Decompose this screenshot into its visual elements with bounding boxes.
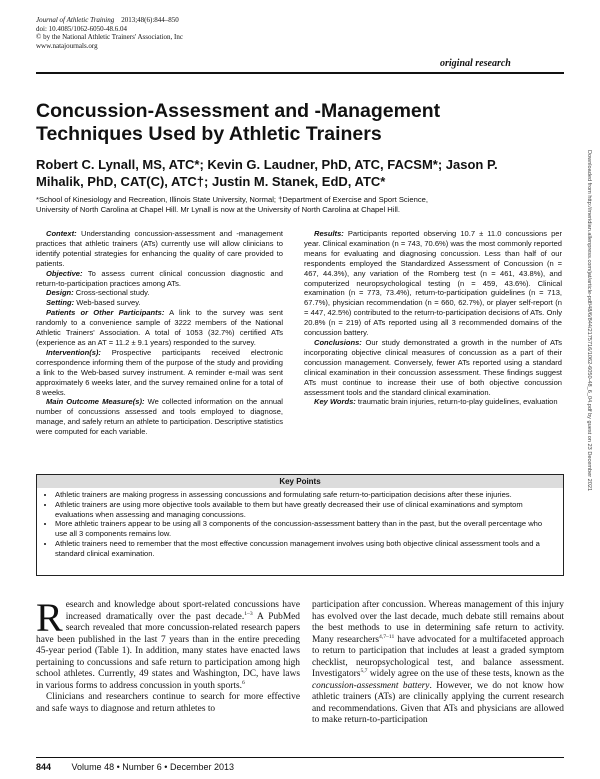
key-points-title: Key Points xyxy=(37,475,563,488)
section-label: original research xyxy=(440,58,511,69)
abstract-right-column xyxy=(304,229,562,407)
affiliations xyxy=(36,195,566,215)
authors-line-1: Robert C. Lynall, MS, ATC*; Kevin G. Laudner, PhD, ATC, FACSM*; Jason P. xyxy=(36,157,498,172)
abstract-interventions: Intervention(s): Prospective participants received electronic correspondence informing them of the purpose of the study and providing a link to the Web-based survey instrument. A reminder e-mail was sent approximately 6 weeks later, and the survey remained online for a total of 8 weeks. xyxy=(36,347,283,397)
key-point: • Athletic trainers are making progress in assessing concussions and formulating safe return-to-participation decisions after these injuries. xyxy=(55,490,555,500)
abstract-key-words: Key Words: traumatic brain injuries, return-to-play guidelines, evaluation xyxy=(314,397,558,407)
article-title xyxy=(36,100,556,146)
abstract-setting: Setting: Web-based survey. xyxy=(46,298,141,308)
journal-name: Journal of Athletic Training xyxy=(36,16,115,24)
page-number: 844 xyxy=(36,762,52,772)
citation-ref[interactable]: 1–3 xyxy=(244,610,253,617)
body-paragraph-2: Clinicians and researchers continue to search for more effective and safe ways to diagnose and return athletes to xyxy=(36,692,300,714)
abstract-objective: Objective: To assess current clinical concussion diagnostic and return-to-participation practices among ATs. xyxy=(36,268,283,288)
key-point: • More athletic trainers appear to be using all 3 components of the concussion-assessment battery than in the past, but the overall percentage who use all 3 components remains low. xyxy=(55,519,555,539)
body-right-column xyxy=(312,600,564,727)
key-points-box xyxy=(36,474,564,576)
body-paragraph-3: participation after concussion. Whereas management of this injury has evolved over the last decade, much debate still remains about the best methods to use in determining safe return to activity. Many researchers$^{4,7-11}$ have advocated for a multifaceted approach to return to participation that includes at least a graded symptom checklist, neuropsychological test, and balance assessment. Investigators$^{5,7}$ widely agree on the use of these tests, known as the concussion-assessment battery. However, we do not know how athletic trainers (ATs) are clinically applying the current research and recommendations. Given that ATs and physicians are allowed to make return-to-participation xyxy=(312,600,565,726)
abstract-results: Results: Participants reported observing 10.7 ± 11.0 concussions per year. Clinical examination (n = 743, 70.6%) was the most commonly reported means for evaluating and diagnosing concussion. Less than half of our respondents employed the Standardized Assessment of Concussion (n = 467, 44.3%), any variation of the Romberg test (n = 461, 43.8%), and computerized neuropsychological testing (n = 459, 43.6%). Clinical examination (n = 773, 73.4%), return-to-participation guidelines (n = 713, 67.7%), physician recommendation (n = 660, 62.7%), or player self-report (n = 447, 42.5%) contributed to the return-to-participation decisions of ATs. Only 20.8% (n = 219) of ATs reported using all 3 recommended domains of the concussion battery. xyxy=(304,229,562,338)
page-footer: 844 Volume 48 • Number 6 • December 2013 xyxy=(36,762,235,772)
download-note: Downloaded from http://meridian.allenpress.com/jat/article-pdf/48/6/844/2175716/1062-6050-48_6_04.pdf by guest on 23 December 2021 xyxy=(586,150,592,492)
body-paragraph-1: Research and knowledge about sport-related concussions have increased dramatically over the past decade.$^{1-3}$ A PubMed search revealed that more concussion-related research papers have been published in the last 7 years than in the entire preceding 45-year period (Table 1). In addition, many states have enacted laws pertaining to concussions and safe return to participation among high school athletes. Currently, 49 states and Washington, DC, have laws in various forms to address concussion in youth sports.$^6$ xyxy=(36,595,300,691)
citation-ref[interactable]: 5,7 xyxy=(360,668,368,675)
doi: doi: 10.4085/1062-6050-48.6.04 xyxy=(36,24,127,33)
body-left-column xyxy=(36,595,300,715)
journal-info xyxy=(36,16,376,50)
footer-volume: Volume 48 xyxy=(71,762,115,772)
abstract-outcome-measures: Main Outcome Measure(s): We collected information on the annual number of concussions assessed and tools employed to diagnose, manage, and safely return an athlete to participation. Descriptive statistics were computed for each variable. xyxy=(36,397,283,437)
footer-date: December 2013 xyxy=(169,762,235,772)
key-point: • Athletic trainers are using more objective tools available to them but have greatly decreased their use of clinical examinations and symptom evaluations when assessing and managing concussions. xyxy=(55,500,555,520)
title-line-1: Concussion-Assessment and -Management xyxy=(36,100,441,122)
citation-ref[interactable]: 6 xyxy=(241,679,245,686)
authors xyxy=(36,157,566,190)
footer-number: Number 6 xyxy=(122,762,162,772)
key-point: • Athletic trainers need to remember that the most effective concussion management involves using both objective clinical assessment tools and a standard clinical examination. xyxy=(55,539,555,559)
abstract-context: Context: Understanding concussion-assessment and -management practices that athletic trainers (ATs) currently use will allow clinicians to identify potential strategies for enhancing the quality of care provided to patients. xyxy=(36,229,283,268)
affiliation-line-1: *School of Kinesiology and Recreation, Illinois State University, Normal; †Department of Exercise and Sport Science, xyxy=(36,195,428,204)
header-rule xyxy=(36,72,564,74)
key-points-list xyxy=(37,490,563,559)
title-line-2: Techniques Used by Athletic Trainers xyxy=(36,123,382,145)
footer-rule xyxy=(36,757,564,758)
drop-cap: R xyxy=(36,595,63,640)
abstract-conclusions: Conclusions: Our study demonstrated a growth in the number of ATs incorporating objective clinical measures of concussion as a part of their concussion management. Conversely, fewer ATs reported using a standard clinical examination in their concussion assessment. These findings suggest ATs must continue to increase their use of both objective concussion assessment tools and the standard clinical examination. xyxy=(304,337,562,397)
abstract-left-column xyxy=(36,229,283,437)
authors-line-2: Mihalik, PhD, CAT(C), ATC†; Justin M. Stanek, EdD, ATC* xyxy=(36,173,386,189)
download-watermark xyxy=(584,150,594,620)
abstract-design: Design: Cross-sectional study. xyxy=(46,288,150,298)
citation-ref[interactable]: 4,7–11 xyxy=(379,633,395,640)
journal-citation: 2013;48(6):844–850 xyxy=(121,16,179,24)
affiliation-line-2: University of North Carolina at Chapel Hill. Mr Lynall is now at the University of North Carolina at Chapel Hill. xyxy=(36,204,400,214)
copyright: © by the National Athletic Trainers' Association, Inc xyxy=(36,33,183,42)
journal-url[interactable]: www.natajournals.org xyxy=(36,41,98,50)
abstract-participants: Patients or Other Participants: A link to the survey was sent randomly to a convenience sample of 3222 members of the National Athletic Trainers' Association. A total of 1053 (32.7%) certified ATs (experience as an AT = 11.2 ± 9.1 years) responded to the survey. xyxy=(36,308,283,347)
